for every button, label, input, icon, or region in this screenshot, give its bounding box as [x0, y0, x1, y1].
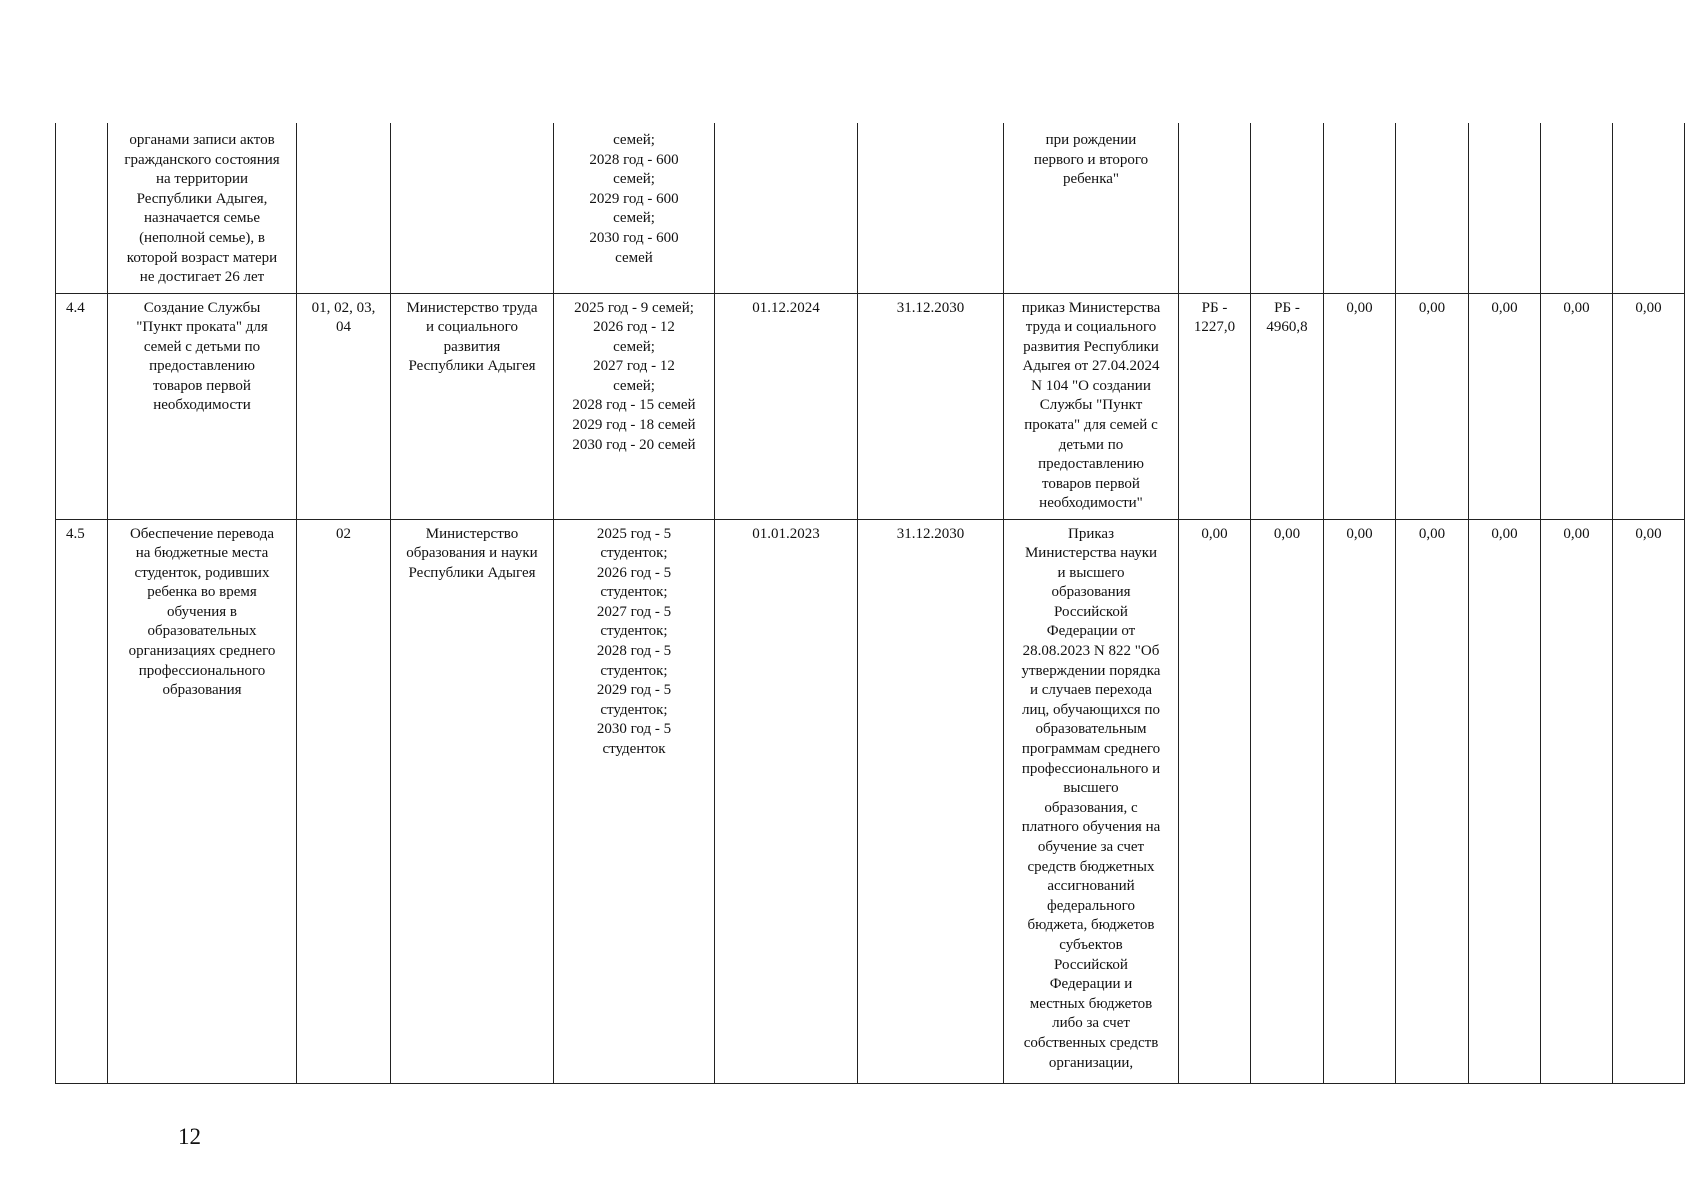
cell-measure-name: органами записи актов гражданского состояния на территории Республики Адыгея, назначается семье (неполной семье), в которой возраст матери не достигает 26 лет — [108, 123, 297, 293]
cell-indicator: семей; 2028 год - 600 семей; 2029 год - 600 семей; 2030 год - 600 семей — [554, 123, 715, 293]
cell-indicator: 2025 год - 9 семей; 2026 год - 12 семей; 2027 год - 12 семей; 2028 год - 15 семей 2029 год - 18 семей 2030 год - 20 семей — [554, 293, 715, 519]
cell-funding-2 — [1251, 123, 1324, 293]
measures-table — [55, 123, 1685, 1084]
cell-funding-3: 0,00 — [1324, 293, 1396, 519]
cell-funding-4 — [1396, 123, 1469, 293]
cell-number: 4.5 — [56, 519, 108, 1083]
cell-funding-7: 0,00 — [1613, 293, 1685, 519]
cell-legal-document: Приказ Министерства науки и высшего образования Российской Федерации от 28.08.2023 N 822 "Об утверждении порядка и случаев перехода лиц, обучающихся по образовательным программам среднего профессионального и высшего образования, с платного обучения на обучение за счет средств бюджетных ассигнований федерального бюджета, бюджетов субъектов Российской Федерации и местных бюджетов либо за счет собственных средств организации, — [1004, 519, 1179, 1083]
cell-funding-3 — [1324, 123, 1396, 293]
cell-measure-name: Создание Службы "Пункт проката" для семей с детьми по предоставлению товаров первой необходимости — [108, 293, 297, 519]
cell-funding-5 — [1469, 123, 1541, 293]
cell-task-codes — [297, 123, 391, 293]
cell-funding-2: 0,00 — [1251, 519, 1324, 1083]
cell-funding-7 — [1613, 123, 1685, 293]
page-number: 12 — [178, 1124, 201, 1149]
cell-funding-3: 0,00 — [1324, 519, 1396, 1083]
cell-funding-5: 0,00 — [1469, 293, 1541, 519]
cell-end-date: 31.12.2030 — [858, 519, 1004, 1083]
cell-funding-2: РБ - 4960,8 — [1251, 293, 1324, 519]
cell-funding-4: 0,00 — [1396, 293, 1469, 519]
cell-task-codes: 02 — [297, 519, 391, 1083]
cell-executor: Министерство труда и социального развития Республики Адыгея — [391, 293, 554, 519]
cell-funding-1: 0,00 — [1179, 519, 1251, 1083]
cell-funding-4: 0,00 — [1396, 519, 1469, 1083]
cell-funding-5: 0,00 — [1469, 519, 1541, 1083]
cell-indicator: 2025 год - 5 студенток; 2026 год - 5 студенток; 2027 год - 5 студенток; 2028 год - 5 студенток; 2029 год - 5 студенток; 2030 год - 5 студенток — [554, 519, 715, 1083]
table-row — [56, 519, 1685, 1083]
cell-number: 4.4 — [56, 293, 108, 519]
cell-measure-name: Обеспечение перевода на бюджетные места студенток, родивших ребенка во время обучения в образовательных организациях среднего профессионального образования — [108, 519, 297, 1083]
cell-funding-1: РБ - 1227,0 — [1179, 293, 1251, 519]
cell-start-date: 01.01.2023 — [715, 519, 858, 1083]
cell-funding-7: 0,00 — [1613, 519, 1685, 1083]
cell-end-date: 31.12.2030 — [858, 293, 1004, 519]
cell-start-date: 01.12.2024 — [715, 293, 858, 519]
cell-funding-6: 0,00 — [1541, 519, 1613, 1083]
table-row — [56, 123, 1685, 293]
cell-number — [56, 123, 108, 293]
cell-start-date — [715, 123, 858, 293]
cell-funding-6 — [1541, 123, 1613, 293]
cell-end-date — [858, 123, 1004, 293]
cell-funding-6: 0,00 — [1541, 293, 1613, 519]
cell-funding-1 — [1179, 123, 1251, 293]
cell-task-codes: 01, 02, 03, 04 — [297, 293, 391, 519]
table-row — [56, 293, 1685, 519]
cell-legal-document: приказ Министерства труда и социального развития Республики Адыгея от 27.04.2024 N 104 "О создании Службы "Пункт проката" для семей с детьми по предоставлению товаров первой необходимости" — [1004, 293, 1179, 519]
cell-executor: Министерство образования и науки Республики Адыгея — [391, 519, 554, 1083]
cell-legal-document: при рождении первого и второго ребенка" — [1004, 123, 1179, 293]
cell-executor — [391, 123, 554, 293]
